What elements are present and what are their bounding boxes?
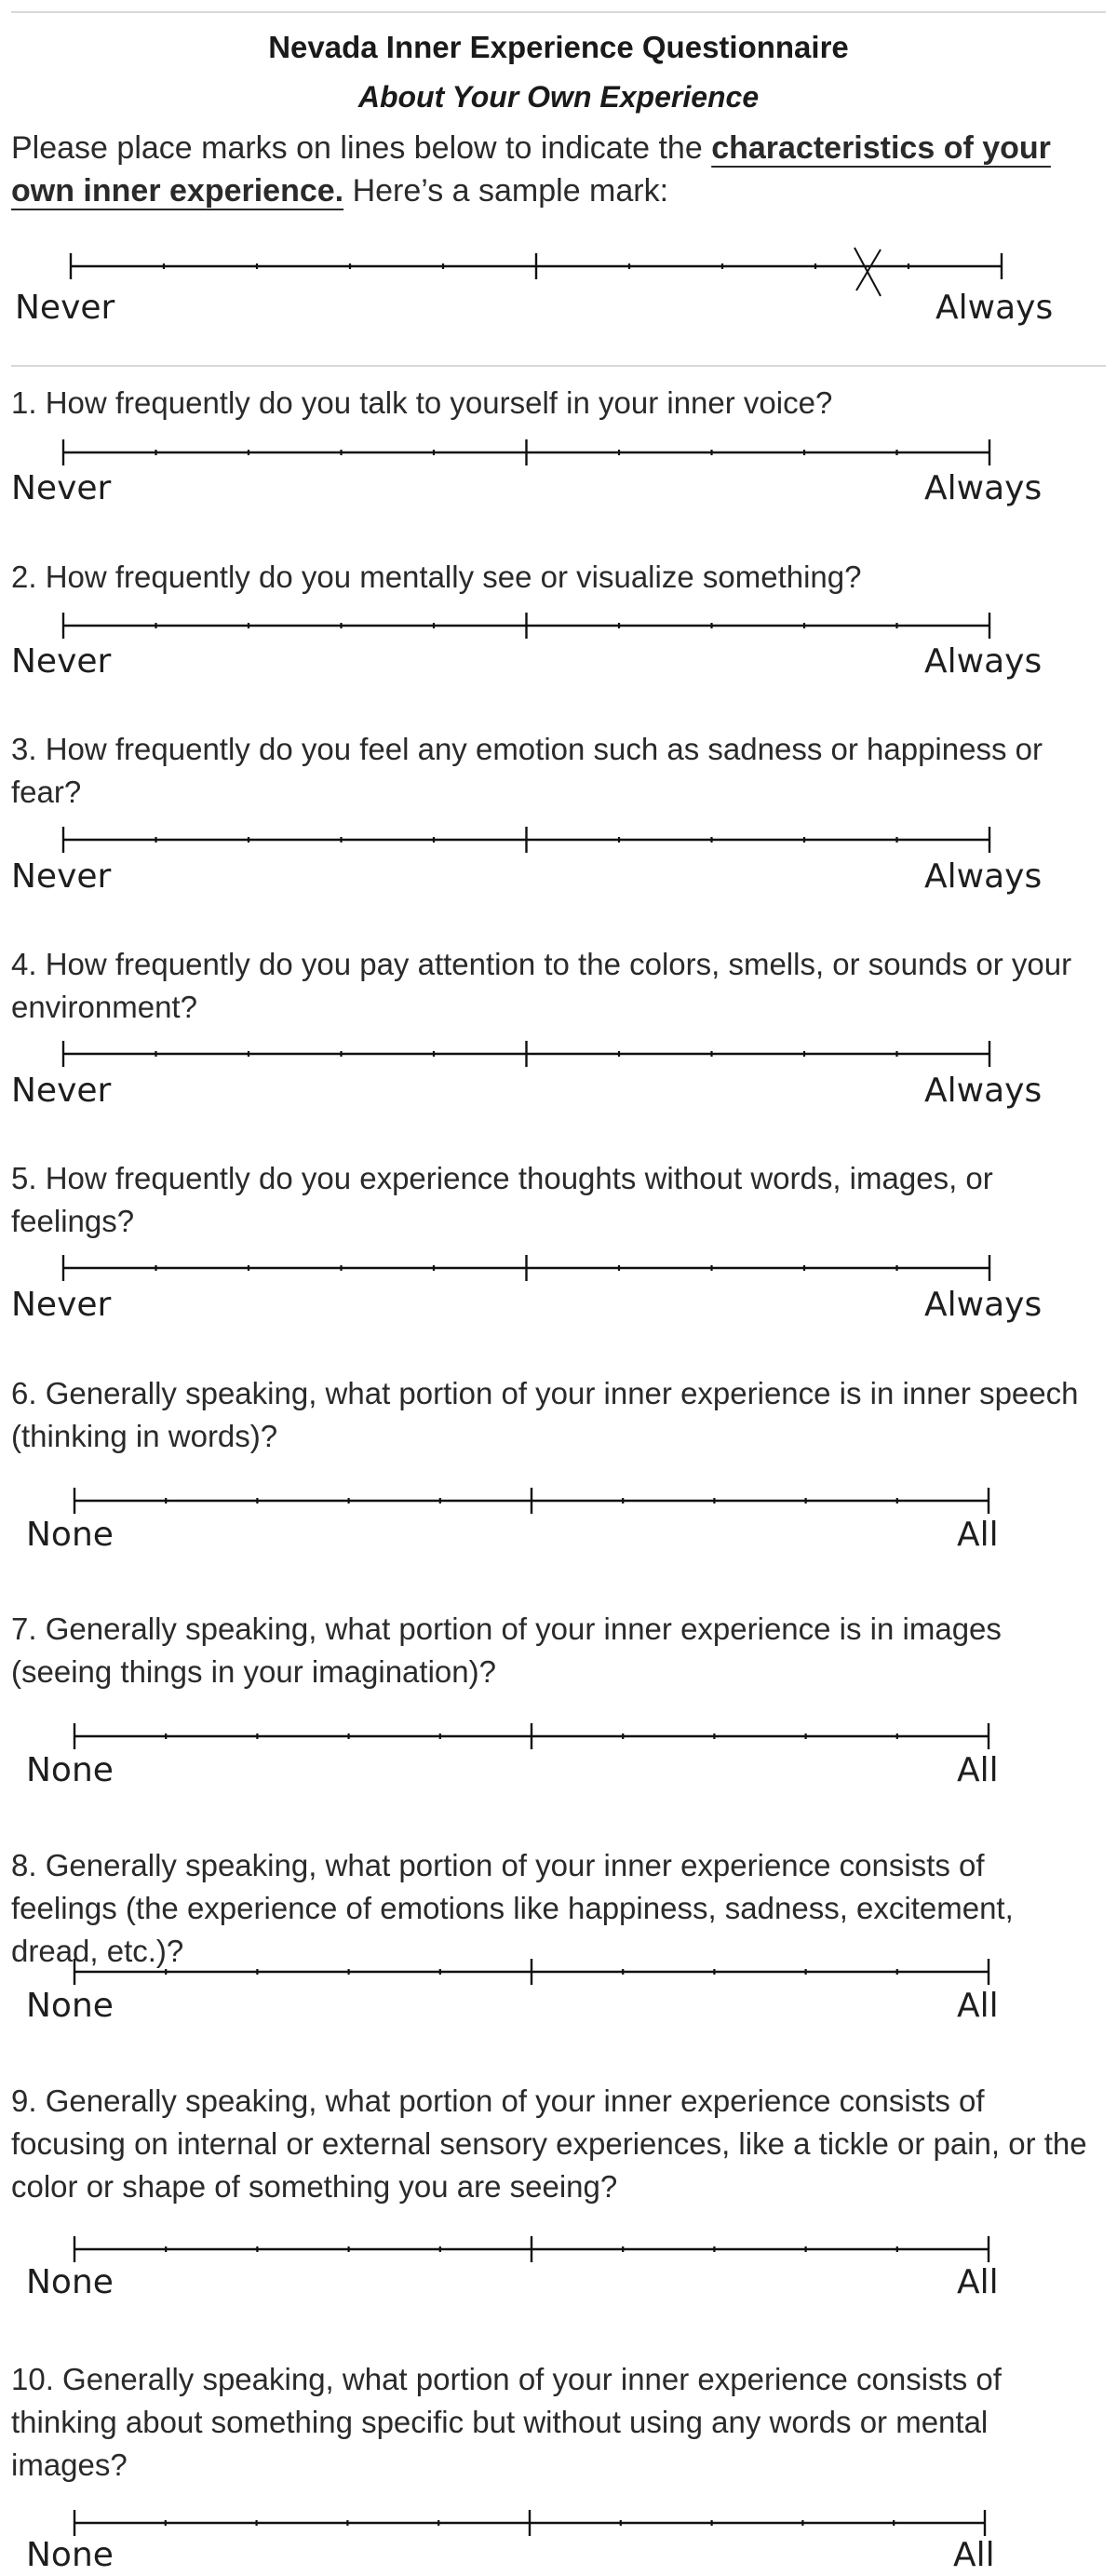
question-4-scale[interactable] xyxy=(0,1035,1117,1072)
question-1-scale[interactable] xyxy=(0,434,1117,471)
question-2-left-label: Never xyxy=(11,642,112,681)
question-7-right-label: All xyxy=(957,1751,999,1789)
question-10-left-label: None xyxy=(26,2536,114,2574)
question-6-text: 6. Generally speaking, what portion of your inner experience is in inner speech (thinking in words)? xyxy=(11,1376,1079,1453)
sample-left-label: Never xyxy=(15,289,115,327)
question-5-scale[interactable] xyxy=(0,1249,1117,1287)
question-10-right-label: All xyxy=(953,2536,995,2574)
question-2-scale[interactable] xyxy=(0,607,1117,644)
question-10-text: 10. Generally speaking, what portion of your inner experience consists of thinking about something specific but without using any words or mental images? xyxy=(11,2362,1002,2482)
page-title: Nevada Inner Experience Questionnaire xyxy=(268,30,849,64)
question-7-left-label: None xyxy=(26,1751,114,1789)
section-divider xyxy=(11,365,1106,367)
sample-right-label: Always xyxy=(935,289,1054,327)
question-7-scale[interactable] xyxy=(0,1718,1117,1755)
question-10-scale[interactable] xyxy=(0,2504,1117,2542)
instructions-text-end: Here’s a sample mark: xyxy=(343,173,669,209)
question-8-left-label: None xyxy=(26,1987,114,2025)
question-3-left-label: Never xyxy=(11,857,112,896)
sample-x-mark xyxy=(855,248,881,296)
question-8-scale[interactable] xyxy=(0,1953,1117,1990)
top-divider xyxy=(11,11,1106,13)
question-5-text: 5. How frequently do you experience thoughts without words, images, or feelings? xyxy=(11,1161,993,1238)
question-7-text: 7. Generally speaking, what portion of your inner experience is in images (seeing things in your imagination)? xyxy=(11,1612,1002,1689)
question-4-text: 4. How frequently do you pay attention to the colors, smells, or sounds or your environment? xyxy=(11,947,1072,1024)
question-8-right-label: All xyxy=(957,1987,999,2025)
instructions-emphasis: characteristics of your own inner experience. xyxy=(11,130,1051,209)
question-1-left-label: Never xyxy=(11,469,112,507)
question-8-text: 8. Generally speaking, what portion of your inner experience consists of feelings (the experience of emotions like happiness, sadness, excitement, dread, etc.)? xyxy=(11,1848,1014,1968)
sample-scale-line xyxy=(71,253,1002,279)
question-9-right-label: All xyxy=(957,2263,999,2301)
question-2-text: 2. How frequently do you mentally see or visualize something? xyxy=(11,560,862,594)
instructions-text: Please place marks on lines below to indicate the xyxy=(11,130,712,166)
question-1-text: 1. How frequently do you talk to yourself in your inner voice? xyxy=(11,385,833,420)
question-9-scale[interactable] xyxy=(0,2231,1117,2268)
instructions xyxy=(11,127,1082,212)
question-3-text: 3. How frequently do you feel any emotion such as sadness or happiness or fear? xyxy=(11,732,1043,809)
question-1-right-label: Always xyxy=(924,469,1043,507)
sample-mark-stroke xyxy=(856,250,881,290)
question-4-right-label: Always xyxy=(924,1072,1043,1110)
page-subtitle: About Your Own Experience xyxy=(357,80,760,114)
question-3-right-label: Always xyxy=(924,857,1043,896)
question-2-right-label: Always xyxy=(924,642,1043,681)
question-6-scale[interactable] xyxy=(0,1482,1117,1519)
question-4-left-label: Never xyxy=(11,1072,112,1110)
question-3-scale[interactable] xyxy=(0,821,1117,858)
question-5-left-label: Never xyxy=(11,1286,112,1324)
question-9-left-label: None xyxy=(26,2263,114,2301)
question-6-right-label: All xyxy=(957,1516,999,1554)
question-6-left-label: None xyxy=(26,1516,114,1554)
question-5-right-label: Always xyxy=(924,1286,1043,1324)
question-9-text: 9. Generally speaking, what portion of your inner experience consists of focusing on internal or external sensory experiences, like a tickle or pain, or the color or shape of something you are seeing? xyxy=(11,2084,1087,2204)
